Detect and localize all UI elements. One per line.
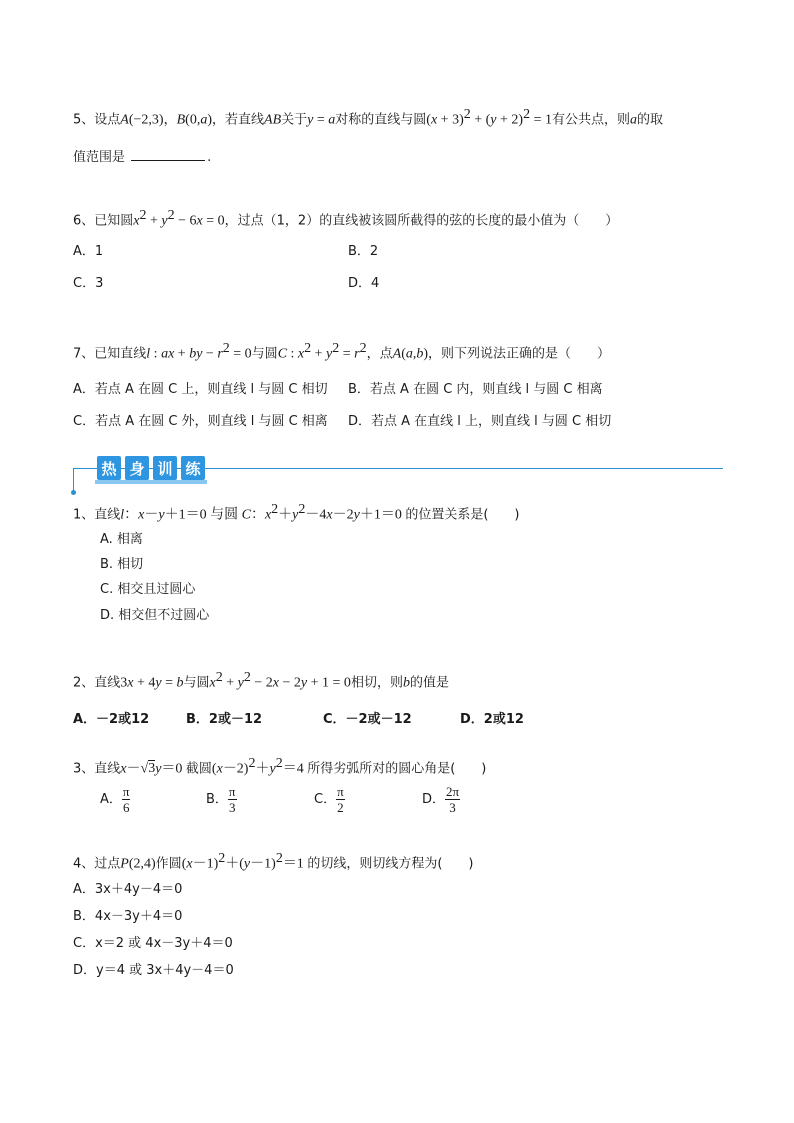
q7-option-d: D．若点 A 在直线 l 上，则直线 l 与圆 C 相切	[348, 414, 612, 429]
w4-option-b: B．4x－3y＋4＝0	[73, 909, 183, 924]
q6-option-d: D．4	[348, 276, 380, 291]
w4-option-c: C．x＝2 或 4x－3y＋4＝0	[73, 936, 233, 951]
w2-stem: 2、直线3x + 4y = b与圆$x^2 + y^2 - 2x - 2y + 1 = 0$相切，则b的值是	[73, 670, 449, 691]
w3-option-c: C． $\frac{\pi}{2}$	[314, 784, 344, 815]
w1-stem: 1、直线l：x－y＋1＝0 与圆 C：$x^2+y^2-4x-2y+1=0$ 的位置关系是( )	[73, 502, 520, 523]
w3-option-d: D． $\frac{2\pi}{3}$	[422, 784, 460, 815]
header-char-2: 身	[125, 456, 149, 480]
answer-blank[interactable]	[131, 148, 205, 161]
q7-option-a: A．若点 A 在圆 C 上，则直线 l 与圆 C 相切	[73, 382, 328, 397]
w4-option-a: A．3x＋4y－4＝0	[73, 882, 183, 897]
q5-prefix: 5、设点	[73, 112, 121, 128]
section-header	[73, 456, 723, 496]
w4-option-d: D．y＝4 或 3x＋4y－4＝0	[73, 963, 234, 978]
w2-option-d: D．2或12	[460, 712, 524, 727]
q6-option-a: A．1	[73, 244, 104, 259]
w2-option-a: A．－2或12	[73, 712, 150, 727]
q7-option-b: B．若点 A 在圆 C 内，则直线 l 与圆 C 相离	[348, 382, 603, 397]
w1-option-d: D. 相交但不过圆心	[100, 608, 210, 623]
header-dot	[71, 490, 76, 495]
q7-option-c: C．若点 A 在圆 C 外，则直线 l 与圆 C 相离	[73, 414, 328, 429]
w1-option-a: A. 相离	[100, 532, 143, 547]
q6-option-b: B．2	[348, 244, 379, 259]
w3-stem: 3、直线x－√3y＝0 截圆$(x-2)^2+y^2=4$ 所得劣弧所对的圆心角是( )	[73, 756, 487, 777]
w4-stem: 4、过点P(2,4)作圆$(x-1)^2+(y-1)^2=1$ 的切线，则切线方程为( )	[73, 851, 474, 872]
q7-stem: 7、已知直线l : ax + by − $r^2 = 0$与圆C : $x^2 + y^2 = r^2$，点A(a,b)，则下列说法正确的是（ ）	[73, 341, 611, 362]
w3-option-b: B． $\frac{\pi}{3}$	[206, 784, 236, 815]
w2-option-b: B．2或－12	[186, 712, 263, 727]
q5-stem-line2: 值范围是 .	[73, 150, 212, 165]
w2-option-c: C．－2或－12	[323, 712, 412, 727]
w1-option-c: C. 相交且过圆心	[100, 582, 196, 597]
w1-option-b: B. 相切	[100, 557, 144, 572]
q6-stem: 6、已知圆$x^2 + y^2 - 6x = 0$，过点（1，2）的直线被该圆所截得的弦的长度的最小值为（ ）	[73, 208, 619, 229]
header-title-box	[97, 456, 227, 482]
q6-option-c: C．3	[73, 276, 104, 291]
header-char-1: 热	[97, 456, 121, 480]
header-char-3: 训	[153, 456, 177, 480]
w3-option-a: A． $\frac{\pi}{6}$	[100, 784, 130, 815]
q5-stem: 5、设点A(−2,3)，B(0,a)，若直线AB关于y = a对称的直线与圆$(x + 3)^2 + (y + 2)^2 = 1$有公共点，则a的取	[73, 107, 664, 128]
header-char-4: 练	[181, 456, 205, 480]
